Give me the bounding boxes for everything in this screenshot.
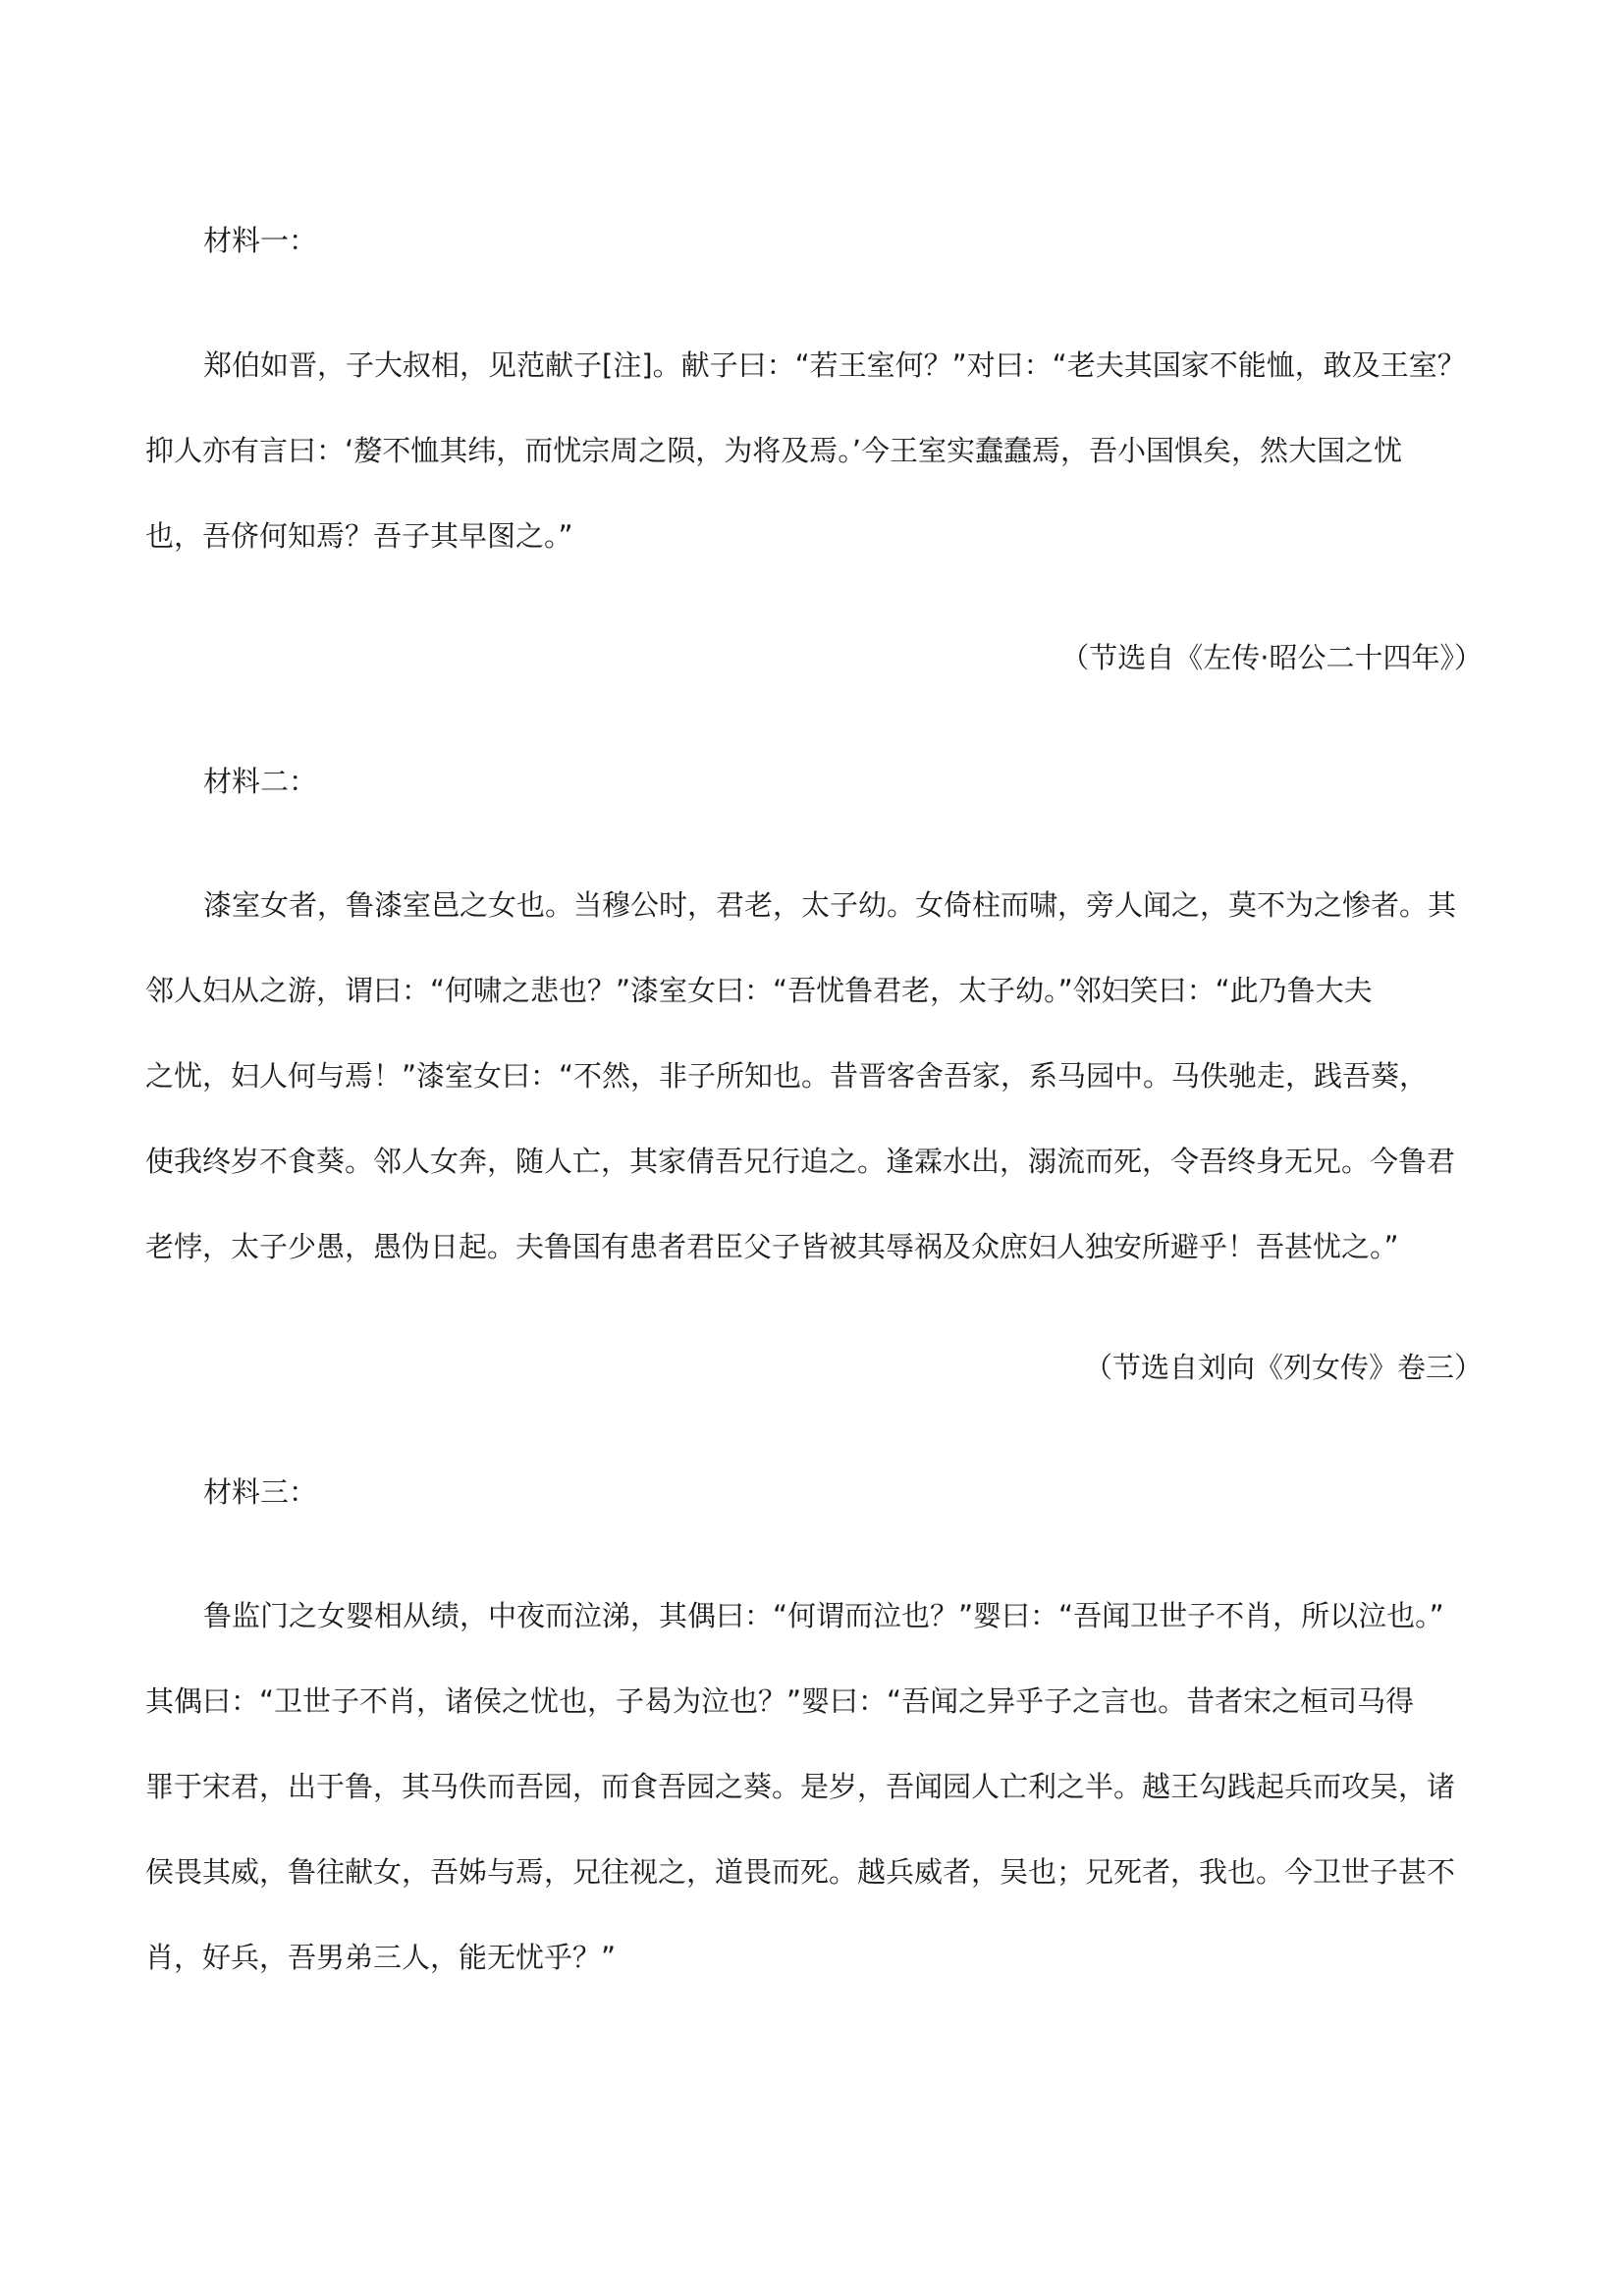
material-two-label: 材料二： — [203, 765, 318, 798]
paragraph-line: 肖，好兵，吾男弟三人，能无忧乎？” — [145, 1941, 617, 1974]
paragraph-line: 老悖，太子少愚，愚伪日起。夫鲁国有患者君臣父子皆被其辱祸及众庶妇人独安所避乎！吾甚忧之。” — [145, 1230, 1399, 1263]
paragraph-line: 邻人妇从之游，谓曰：“何啸之悲也？”漆室女曰：“吾忧鲁君老，太子幼。”邻妇笑曰：“此乃鲁大夫 — [145, 974, 1373, 1007]
material-two-source: （节选自刘向《列女传》卷三） — [1083, 1351, 1483, 1384]
paragraph-line: 之忧，妇人何与焉！”漆室女曰：“不然，非子所知也。昔晋客舍吾家，系马园中。马佚驰走，践吾葵， — [145, 1059, 1429, 1093]
paragraph-line: 其偶曰：“卫世子不肖，诸侯之忧也，子曷为泣也？”婴曰：“吾闻之异乎子之言也。昔者宋之桓司马得 — [145, 1684, 1415, 1718]
material-one-label: 材料一： — [203, 224, 318, 257]
material-three-label: 材料三： — [203, 1475, 318, 1509]
material-one-source: （节选自《左传·昭公二十四年》） — [1060, 641, 1483, 674]
paragraph-line: 也，吾侪何知焉？吾子其早图之。” — [145, 519, 573, 553]
paragraph-line: 罪于宋君，出于鲁，其马佚而吾园，而食吾园之葵。是岁，吾闻园人亡利之半。越王勾践起兵而攻吴，诸 — [145, 1770, 1456, 1803]
paragraph-line: 鲁监门之女婴相从绩，中夜而泣涕，其偶曰：“何谓而泣也？”婴曰：“吾闻卫世子不肖，所以泣也。” — [203, 1599, 1444, 1632]
paragraph-line: 抑人亦有言曰：‘嫠不恤其纬，而忧宗周之陨，为将及焉。’今王室实蠢蠢焉，吾小国惧矣，然大国之忧 — [145, 434, 1402, 467]
paragraph-line: 郑伯如晋，子大叔相，见范献子[注]。献子曰：“若王室何？”对曰：“老夫其国家不能恤，敢及王室？ — [203, 348, 1466, 382]
paragraph-line: 侯畏其威，鲁往献女，吾姊与焉，兄往视之，道畏而死。越兵威者，吴也；兄死者，我也。今卫世子甚不 — [145, 1855, 1456, 1889]
paragraph-line: 使我终岁不食葵。邻人女奔，随人亡，其家倩吾兄行追之。逢霖水出，溺流而死，令吾终身无兄。今鲁君 — [145, 1145, 1456, 1178]
paragraph-line: 漆室女者，鲁漆室邑之女也。当穆公时，君老，太子幼。女倚柱而啸，旁人闻之，莫不为之惨者。其 — [203, 888, 1457, 922]
